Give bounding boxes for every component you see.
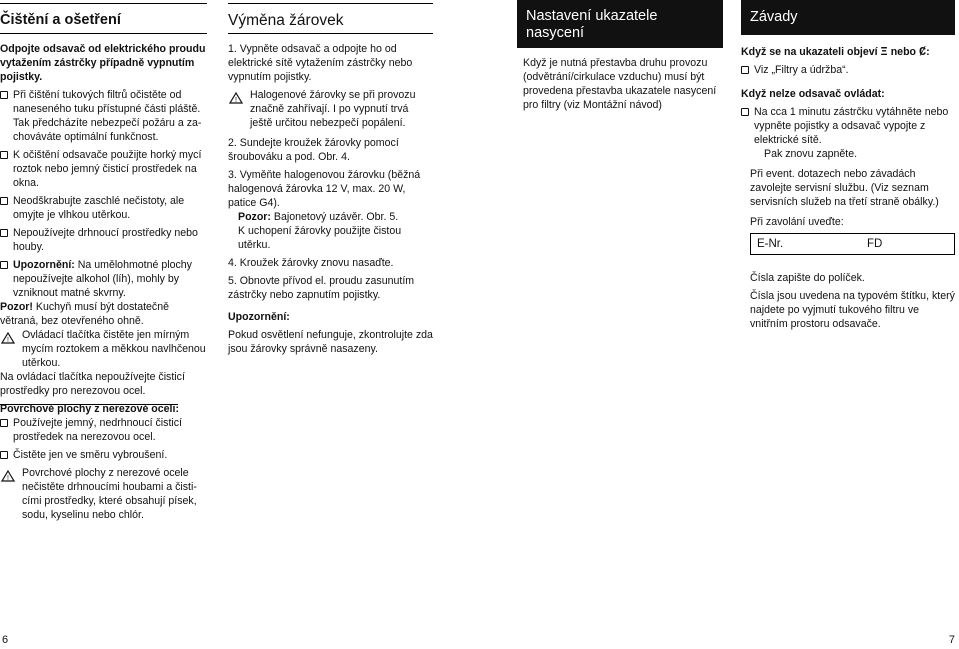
pozor-note: Pozor! Kuchyň musí být dostatečně větraná, bez otevřeného ohně. [0, 301, 169, 327]
list-item: Čistěte jen ve směru vybroušení. [0, 448, 207, 462]
number-fields [750, 233, 955, 255]
warning-block: ! Povrchové plochy z nerezové ocele nečistěte drhnoucími houbami a čisticími prostředky, které obsahují písek, sodu, kyselinu nebo chlór. [0, 466, 207, 522]
step-4: 4. Kroužek žárovky znovu nasaďte. [228, 257, 394, 269]
checkbox-bullet-icon [741, 66, 749, 74]
checkbox-bullet-icon [0, 261, 8, 269]
list-item: Viz „Filtry a údržba“. [741, 63, 955, 77]
stainless-heading: Povrchové plochy z nerezové oceli: [0, 403, 179, 415]
column-bulbs [228, 0, 433, 356]
checkbox-bullet-icon [0, 451, 8, 459]
checkbox-bullet-icon [0, 197, 8, 205]
list-item: Při čištění tukových filtrů očistěte od naneseného tuku přístupné části pláště. Tak předcházíte nebezpečí požáru a zachováváte optimální funkčnost. [0, 88, 207, 144]
section-title-bulbs: Výměna žárovek [228, 12, 344, 29]
list-item: Používejte jemný, nedrhnoucí čisticí prostředek na nerezovou ocel. [0, 416, 207, 444]
enr-field: E-Nr. [757, 238, 784, 251]
numbers-location: Čísla jsou uvedena na typovém štítku, který najdete po vyjmutí tukového filtru ve vnitřním prostoru odsavače. [750, 290, 955, 331]
column-faults [741, 0, 955, 331]
section-stainless [0, 402, 207, 522]
step-5: 5. Obnovte přívod el. proudu zasunutím zástrčky nebo zapnutím pojistky. [228, 275, 415, 301]
svg-text:!: ! [7, 337, 9, 344]
list-item: Upozornění: Na umělohmotné plochy nepoužívejte alkohol (líh), mohly by vzniknout matné skvrny. [0, 258, 207, 300]
step-1: 1. Vypněte odsavač a odpojte ho od elektrické sítě vytažením zástrčky nebo vypnutím pojistky. [228, 43, 413, 83]
caution-label: Upozornění: [228, 311, 290, 323]
section-title-cleaning: Čištění a ošetření [0, 12, 121, 28]
checkbox-bullet-icon [0, 419, 8, 427]
svg-text:!: ! [7, 475, 9, 482]
warning-triangle-icon [229, 92, 243, 104]
step-3-tail: K uchopení žárovky použijte čistou utěrku. [238, 225, 402, 251]
column-cleaning [0, 0, 207, 405]
checkbox-bullet-icon [741, 108, 749, 116]
page-number-left: 6 [2, 634, 9, 646]
list-item: Nepoužívejte drhnoucí prostředky nebo houby. [0, 226, 207, 254]
step-3-pozor: Pozor: Bajonetový uzávěr. Obr. 5. [238, 211, 399, 223]
fd-field: FD [867, 238, 883, 251]
list-item: Neodškrabujte zaschlé nečistoty, ale omyjte je vlhkou utěrkou. [0, 194, 207, 222]
step-2: 2. Sundejte kroužek žárovky pomocí šroubováku a pod. Obr. 4. [228, 137, 399, 163]
lcd-symbol-icon: Ȼ [918, 45, 927, 60]
svg-text:!: ! [235, 97, 237, 104]
saturation-text: Když je nutná přestavba druhu provozu (odvětrání/cirkulace vzduchu) musí být provedena přestavba ukazatele nasycení pro filtry (viz Montážní návod) [523, 57, 717, 111]
service-text: Při event. dotazech nebo závadách zavolejte servisní službu. (Viz seznam servisních služeb na třetí straně obálky.) [750, 168, 939, 209]
page-number-right: 7 [948, 634, 955, 646]
service-request: Při zavolání uveďte: [750, 216, 844, 229]
fault-heading-control: Když nelze odsavač ovládat: [741, 88, 885, 101]
numbers-note: Čísla zapište do políček. [750, 272, 865, 285]
step-3: 3. Vyměňte halogenovou žárovku (běžná halogenová žárovka 12 V, max. 20 W, patice G4). [228, 169, 421, 209]
checkbox-bullet-icon [0, 151, 8, 159]
lcd-symbol-icon: Ξ [880, 45, 888, 60]
warning-triangle-icon [1, 470, 15, 482]
warning-block: ! Halogenové žárovky se při provozu značně zahřívají. I po vypnutí trvá ještě určitou nebezpečí popálení. [228, 88, 433, 130]
warning-tail: Na ovládací tlačítka nepoužívejte čisticí prostředky pro nerezovou ocel. [0, 371, 185, 397]
list-item-tail: Pak znovu zapněte. [764, 148, 858, 161]
intro-text: Odpojte odsavač od elektrického proudu vytažením zástrčky případně vypnutím pojistky. [0, 43, 206, 83]
list-item: Na cca 1 minutu zástrčku vytáhněte nebo vypněte pojistky a odsavač vypojte z elektrické sítě. [741, 105, 955, 147]
section-title-faults: Závady [741, 0, 955, 35]
warning-triangle-icon [1, 332, 15, 344]
fault-heading-display: Když se na ukazateli objeví Ξ nebo Ȼ: [741, 45, 930, 60]
caution-text: Pokud osvětlení nefunguje, zkontrolujte zda jsou žárovky správně nasazeny. [228, 329, 433, 355]
checkbox-bullet-icon [0, 91, 8, 99]
warning-block: ! Ovládací tlačítka čistěte jen mírným mycím roztokem a měkkou navlhčenou utěrkou. [0, 328, 207, 370]
section-title-saturation: Nastavení ukazatele nasycení [517, 0, 723, 48]
checkbox-bullet-icon [0, 229, 8, 237]
list-item: K očištění odsavače použijte horký mycí roztok nebo jemný čisticí prostředek na okna. [0, 148, 207, 190]
column-saturation [517, 0, 723, 112]
